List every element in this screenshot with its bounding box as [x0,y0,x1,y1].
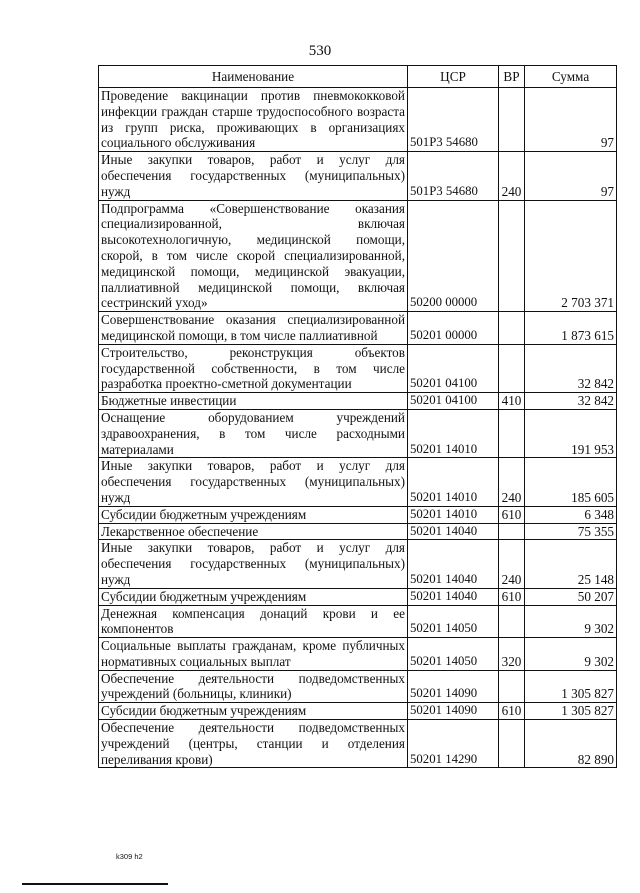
cell-vr [499,200,525,312]
cell-csr: 50201 14090 [408,670,499,703]
cell-sum: 75 355 [525,523,617,540]
cell-vr [499,605,525,638]
cell-vr: 240 [499,152,525,200]
header-name: Наименование [99,66,408,88]
cell-vr [499,88,525,152]
cell-csr: 50201 14050 [408,605,499,638]
table-row [99,344,617,392]
cell-vr [499,720,525,768]
footer-rule [22,883,168,885]
cell-name: Бюджетные инвестиции [99,393,408,410]
cell-csr: 50201 14010 [408,458,499,506]
cell-sum: 1 873 615 [525,312,617,345]
cell-vr: 610 [499,506,525,523]
cell-vr: 240 [499,540,525,588]
cell-sum: 32 842 [525,393,617,410]
header-vr: ВР [499,66,525,88]
cell-vr [499,670,525,703]
cell-name: Иные закупки товаров, работ и услуг для обеспечения государственных (муниципальных) нужд [99,152,408,200]
table-row [99,200,617,312]
cell-sum: 191 953 [525,409,617,457]
cell-vr: 610 [499,703,525,720]
table-row [99,703,617,720]
cell-sum: 82 890 [525,720,617,768]
cell-name: Субсидии бюджетным учреждениям [99,703,408,720]
cell-name: Иные закупки товаров, работ и услуг для обеспечения государственных (муниципальных) нужд [99,540,408,588]
cell-name: Строительство, реконструкция объектов государственной собственности, в том числе разработка проектно-сметной документации [99,344,408,392]
cell-sum: 1 305 827 [525,703,617,720]
cell-name: Субсидии бюджетным учреждениям [99,506,408,523]
table-body [99,88,617,768]
table-row [99,506,617,523]
cell-sum: 9 302 [525,638,617,671]
cell-sum: 6 348 [525,506,617,523]
cell-sum: 32 842 [525,344,617,392]
cell-csr: 50201 14040 [408,523,499,540]
table-row [99,312,617,345]
header-sum: Сумма [525,66,617,88]
table-row [99,540,617,588]
cell-name: Обеспечение деятельности подведомственных учреждений (больницы, клиники) [99,670,408,703]
table-row [99,638,617,671]
cell-sum: 50 207 [525,588,617,605]
page-number: 530 [308,43,332,59]
cell-name: Иные закупки товаров, работ и услуг для обеспечения государственных (муниципальных) нужд [99,458,408,506]
budget-table [98,65,617,768]
header-csr: ЦСР [408,66,499,88]
cell-name: Субсидии бюджетным учреждениям [99,588,408,605]
cell-csr: 50201 14010 [408,409,499,457]
cell-vr: 320 [499,638,525,671]
cell-csr: 501Р3 54680 [408,88,499,152]
footer-code: k309 h2 [116,852,143,861]
cell-name: Лекарственное обеспечение [99,523,408,540]
cell-csr: 50201 14040 [408,588,499,605]
cell-vr [499,409,525,457]
cell-name: Оснащение оборудованием учреждений здравоохранения, в том числе расходными материалами [99,409,408,457]
table-row [99,409,617,457]
table-row [99,88,617,152]
cell-name: Обеспечение деятельности подведомственных учреждений (центры, станции и отделения переливания крови) [99,720,408,768]
table-row [99,523,617,540]
cell-vr: 410 [499,393,525,410]
table-row [99,393,617,410]
cell-csr: 501Р3 54680 [408,152,499,200]
cell-sum: 97 [525,88,617,152]
cell-csr: 50201 14090 [408,703,499,720]
table-row [99,720,617,768]
cell-sum: 9 302 [525,605,617,638]
cell-name: Совершенствование оказания специализированной медицинской помощи, в том числе паллиативной [99,312,408,345]
cell-csr: 50201 04100 [408,393,499,410]
cell-vr [499,312,525,345]
table-row [99,670,617,703]
cell-vr: 610 [499,588,525,605]
cell-sum: 97 [525,152,617,200]
cell-csr: 50201 14010 [408,506,499,523]
cell-csr: 50201 04100 [408,344,499,392]
cell-name: Социальные выплаты гражданам, кроме публичных нормативных социальных выплат [99,638,408,671]
cell-sum: 25 148 [525,540,617,588]
table-row [99,152,617,200]
cell-name: Подпрограмма «Совершенствование оказания специализированной, включая высокотехнологичную, медицинской помощи, скорой, в том числе скорой специализированной, медицинской помощи, медицинской эвакуации, паллиативной медицинской помощи, включая сестринский уход» [99,200,408,312]
table-row [99,458,617,506]
cell-sum: 185 605 [525,458,617,506]
cell-vr [499,523,525,540]
cell-sum: 2 703 371 [525,200,617,312]
cell-csr: 50200 00000 [408,200,499,312]
table-row [99,605,617,638]
cell-csr: 50201 14050 [408,638,499,671]
cell-csr: 50201 14040 [408,540,499,588]
cell-csr: 50201 14290 [408,720,499,768]
cell-vr [499,344,525,392]
cell-sum: 1 305 827 [525,670,617,703]
cell-csr: 50201 00000 [408,312,499,345]
table-row [99,588,617,605]
cell-name: Проведение вакцинации против пневмококковой инфекции граждан старше трудоспособного возраста из групп риска, проживающих в организациях социального обслуживания [99,88,408,152]
table-header-row [99,66,617,88]
cell-vr: 240 [499,458,525,506]
cell-name: Денежная компенсация донаций крови и ее компонентов [99,605,408,638]
